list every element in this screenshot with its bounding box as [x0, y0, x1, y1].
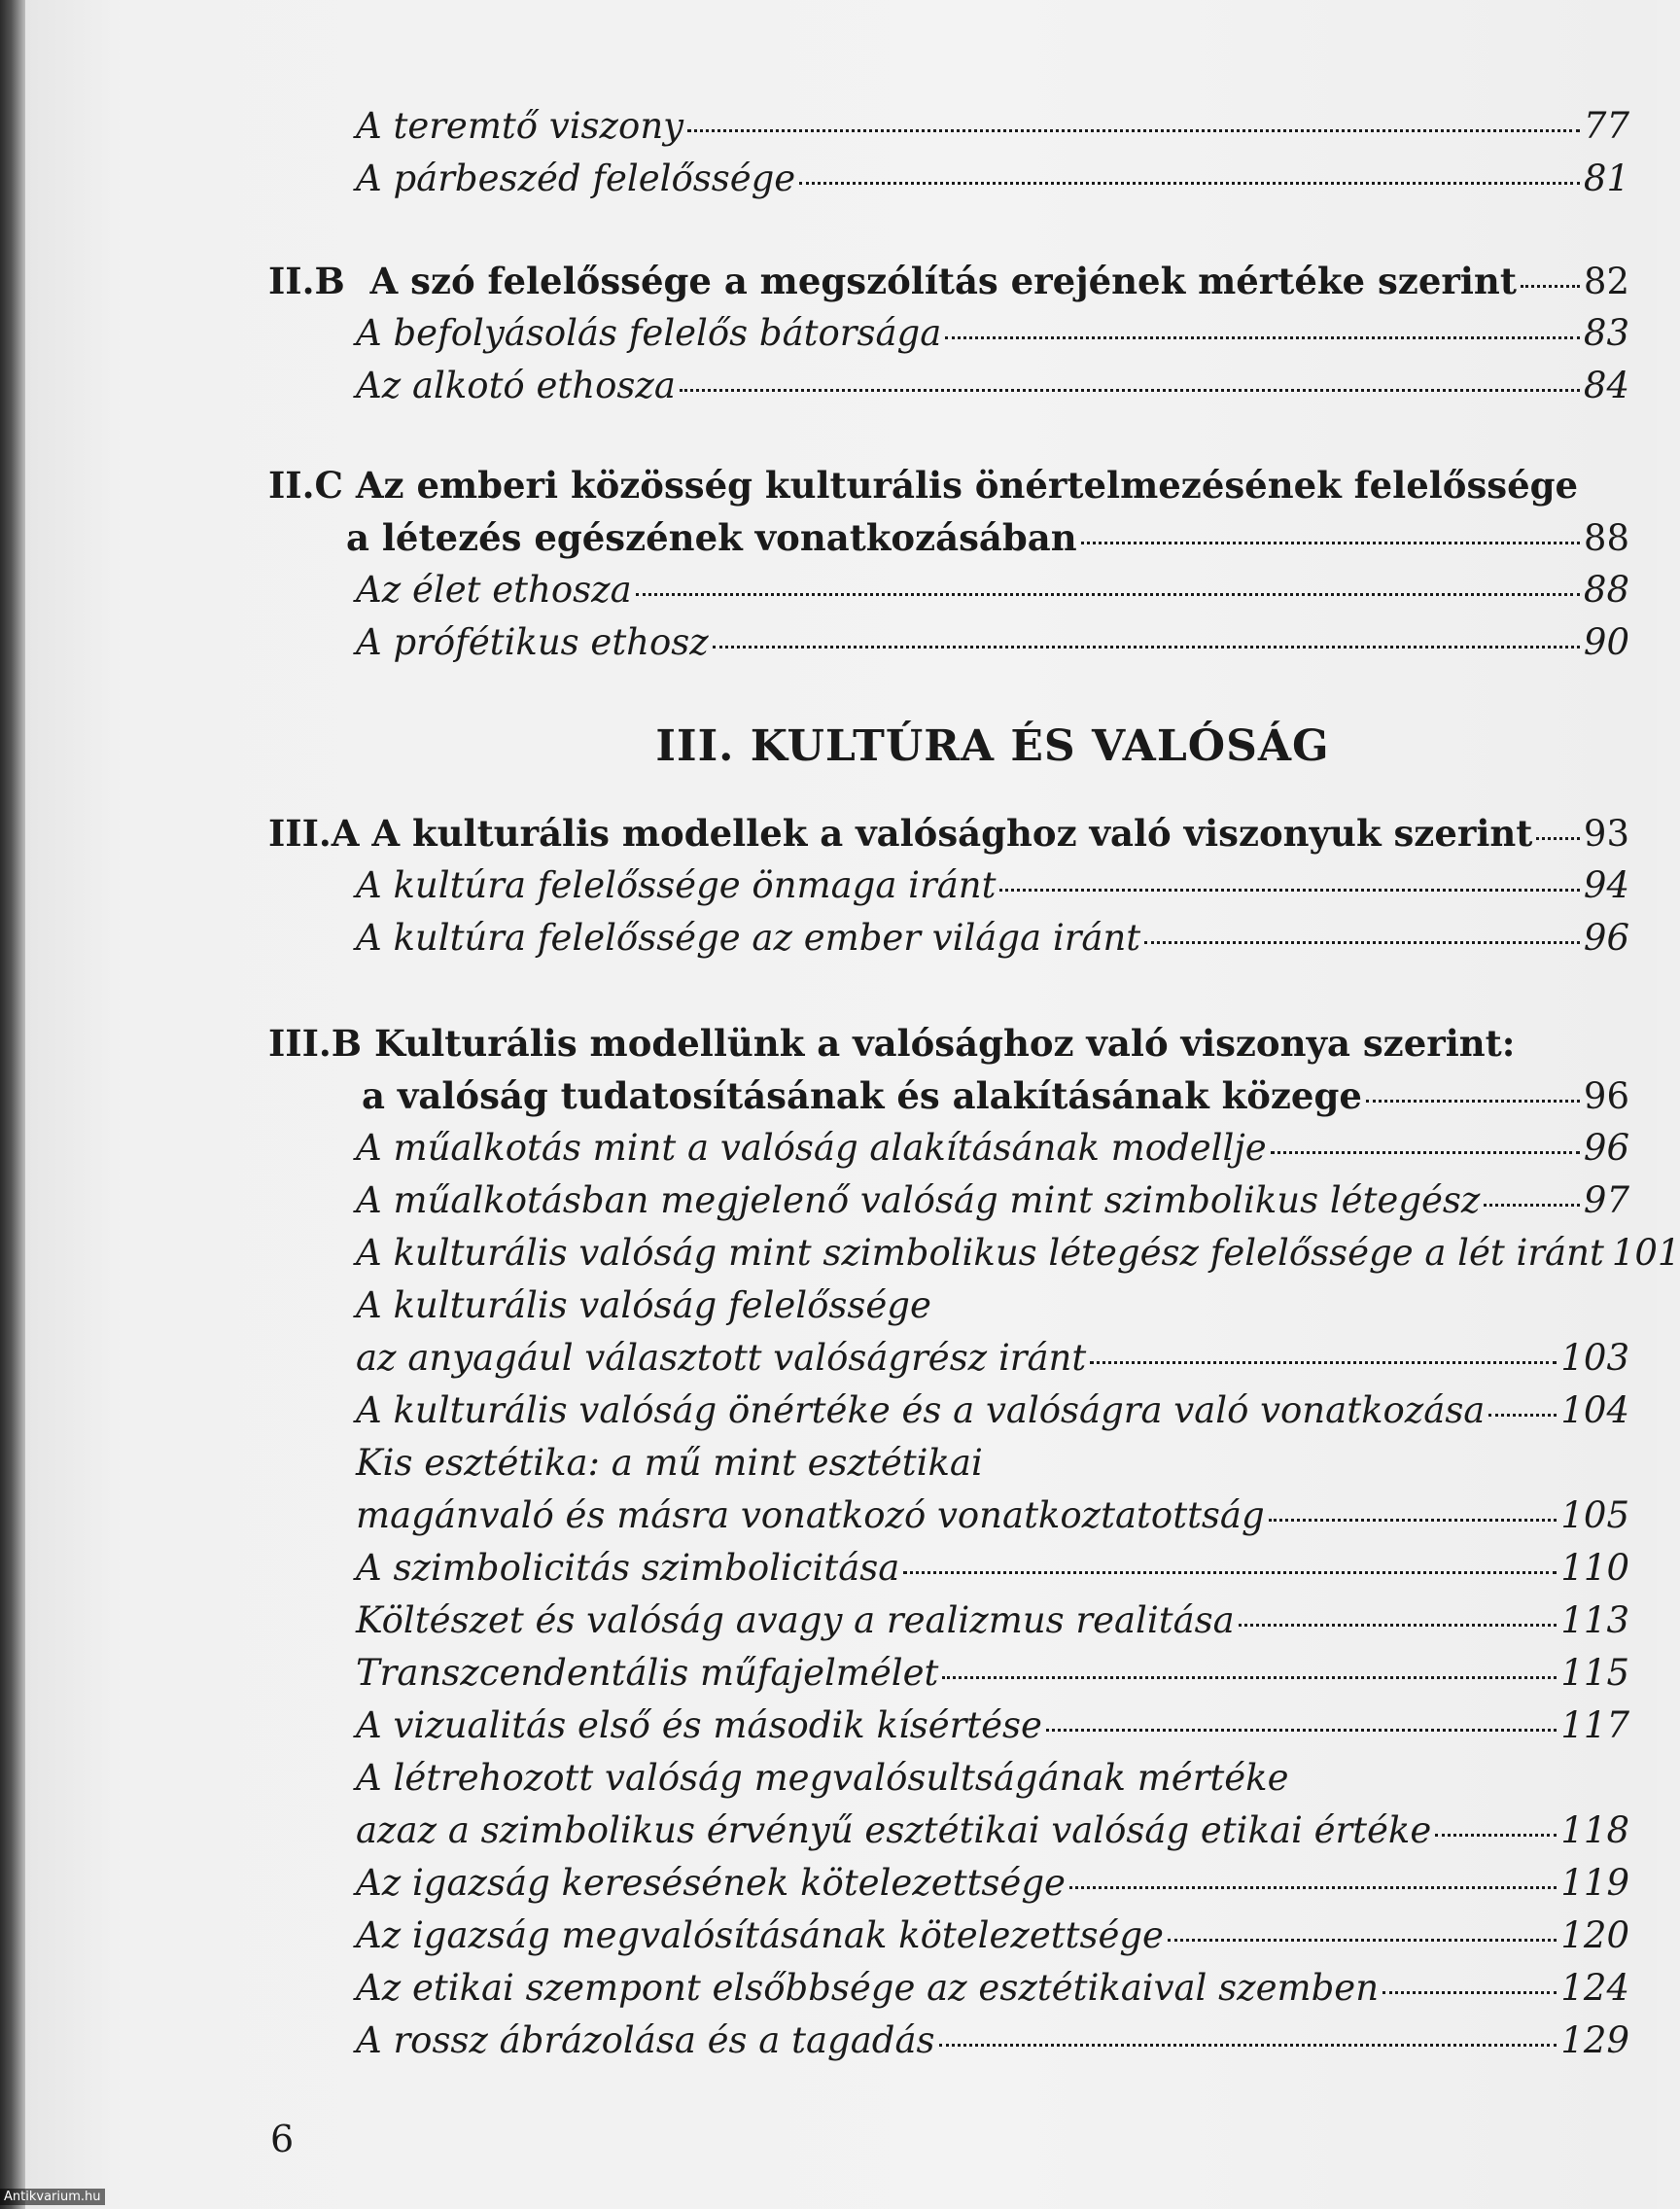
- entry-page: 94: [1583, 864, 1629, 906]
- entry-title: A műalkotásban megjelenő valóság mint szimbolikus létegész: [356, 1179, 1481, 1221]
- entry-title: Az igazság keresésének kötelezettsége: [356, 1862, 1066, 1904]
- entry-page: 96: [1583, 1127, 1629, 1169]
- toc-entry: [356, 912, 1629, 964]
- entry-title: A kulturális valóság önértéke és a valóságra való vonatkozása: [356, 1389, 1486, 1431]
- toc-entry: [356, 1542, 1629, 1595]
- entry-page: 120: [1560, 1914, 1629, 1956]
- entry-title: Transzcendentális műfajelmélet: [356, 1652, 939, 1694]
- section-page: 82: [1583, 261, 1629, 302]
- entry-title-line1: Kis esztétika: a mű mint esztétikai: [356, 1442, 983, 1484]
- watermark: Antikvarium.hu: [0, 2189, 105, 2205]
- toc-entry: [356, 1805, 1629, 1857]
- entry-title: A teremtő viszony: [356, 105, 684, 147]
- entry-page: 104: [1560, 1389, 1629, 1431]
- entry-title: azaz a szimbolikus érvényű esztétikai valóság etikai értéke: [356, 1809, 1432, 1851]
- toc-entry: [356, 616, 1629, 669]
- entry-title: A prófétikus ethosz: [356, 621, 709, 663]
- section-page: 88: [1583, 517, 1629, 559]
- entry-title: A kultúra felelőssége az ember világa iránt: [356, 917, 1141, 959]
- entry-title: az anyagául választott valóságrész iránt: [356, 1337, 1087, 1379]
- entry-page: 77: [1583, 105, 1629, 147]
- toc-entry: [356, 1595, 1629, 1647]
- entry-title: A rossz ábrázolása és a tagadás: [356, 2019, 935, 2061]
- toc-section-heading: [268, 255, 1629, 307]
- entry-page: 118: [1560, 1809, 1629, 1851]
- toc-entry: [356, 1647, 1629, 1700]
- toc-entry: [356, 1122, 1629, 1175]
- entry-title: Az igazság megvalósításának kötelezettsége: [356, 1914, 1164, 1956]
- section-title-line1: Kulturális modellünk a valósághoz való viszonya szerint:: [373, 1022, 1516, 1065]
- toc-entry: [356, 1332, 1629, 1385]
- entry-page: 101: [1611, 1232, 1680, 1274]
- toc-entry: [356, 153, 1629, 205]
- entry-page: 113: [1560, 1599, 1629, 1641]
- toc-entry: [356, 2015, 1629, 2067]
- entry-page: 103: [1560, 1337, 1629, 1379]
- toc-entry: [356, 1962, 1629, 2015]
- toc-section-heading-cont: [362, 1069, 1629, 1122]
- toc-entry: [356, 1857, 1629, 1910]
- entry-title: A befolyásolás felelős bátorsága: [356, 312, 942, 354]
- entry-title: Az alkotó ethosza: [356, 365, 676, 406]
- entry-title: Költészet és valóság avagy a realizmus realitása: [356, 1599, 1235, 1641]
- toc-entry: [356, 1700, 1629, 1752]
- entry-page: 90: [1583, 621, 1629, 663]
- section-label: III.A: [268, 812, 360, 855]
- toc-entry: [356, 564, 1629, 616]
- section-title-line2: a létezés egészének vonatkozásában: [346, 516, 1077, 559]
- entry-title: Az élet ethosza: [356, 569, 632, 611]
- toc-entry: [356, 1175, 1629, 1227]
- section-page: 93: [1583, 813, 1629, 855]
- entry-title: A kulturális valóság mint szimbolikus létegész felelőssége a lét iránt: [356, 1232, 1604, 1274]
- entry-page: 117: [1560, 1704, 1629, 1746]
- section-label: II.C: [268, 464, 343, 507]
- section-title: A szó felelőssége a megszólítás erejének mértéke szerint: [369, 260, 1517, 302]
- toc-entry: [356, 1385, 1629, 1437]
- toc-entry: [356, 1490, 1629, 1542]
- toc-entry: [356, 100, 1629, 153]
- entry-title: A műalkotás mint a valóság alakításának modellje: [356, 1127, 1267, 1169]
- entry-page: 88: [1583, 569, 1629, 611]
- entry-page: 81: [1583, 158, 1629, 199]
- toc-entry: [356, 307, 1629, 360]
- entry-page: 83: [1583, 312, 1629, 354]
- entry-page: 119: [1560, 1862, 1629, 1904]
- part-heading: III. KULTÚRA ÉS VALÓSÁG: [655, 721, 1330, 771]
- entry-page: 115: [1560, 1652, 1629, 1694]
- toc-section-heading: [268, 807, 1629, 859]
- toc-section-heading: [268, 1017, 1515, 1069]
- toc-section-heading: [268, 459, 1578, 511]
- section-label: II.B: [268, 260, 345, 302]
- entry-title: magánvaló és másra vonatkozó vonatkoztatottság: [356, 1494, 1265, 1536]
- entry-page: 96: [1583, 917, 1629, 959]
- toc-entry: [356, 859, 1629, 912]
- section-title-line1: Az emberi közösség kulturális önértelmezésének felelőssége: [355, 464, 1579, 507]
- toc-entry: [356, 1227, 1680, 1280]
- entry-title: A vizualitás első és második kísértése: [356, 1704, 1042, 1746]
- entry-page: 110: [1560, 1547, 1629, 1589]
- section-page: 96: [1583, 1075, 1629, 1117]
- entry-page: 84: [1583, 365, 1629, 406]
- entry-title: A párbeszéd felelőssége: [356, 158, 796, 199]
- entry-title-line1: A létrehozott valóság megvalósultságának mértéke: [356, 1757, 1289, 1799]
- section-title: A kulturális modellek a valósághoz való viszonyuk szerint: [371, 812, 1533, 855]
- entry-page: 124: [1560, 1967, 1629, 2009]
- page-binding-edge: [0, 0, 25, 2209]
- toc-section-heading-cont: [346, 511, 1629, 564]
- book-page: [25, 0, 1680, 2209]
- entry-title: Az etikai szempont elsőbbsége az esztétikaival szemben: [356, 1967, 1380, 2009]
- entry-title: A kultúra felelőssége önmaga iránt: [356, 864, 997, 906]
- entry-title-line1: A kulturális valóság felelőssége: [356, 1284, 931, 1326]
- toc-entry: [356, 1910, 1629, 1962]
- page-number: 6: [270, 2118, 295, 2160]
- entry-page: 97: [1583, 1179, 1629, 1221]
- entry-page: 105: [1560, 1494, 1629, 1536]
- toc-entry: [356, 360, 1629, 412]
- entry-title: A szimbolicitás szimbolicitása: [356, 1547, 900, 1589]
- section-title-line2: a valóság tudatosításának és alakításának közege: [362, 1074, 1362, 1117]
- entry-page: 129: [1560, 2019, 1629, 2061]
- section-label: III.B: [268, 1022, 363, 1065]
